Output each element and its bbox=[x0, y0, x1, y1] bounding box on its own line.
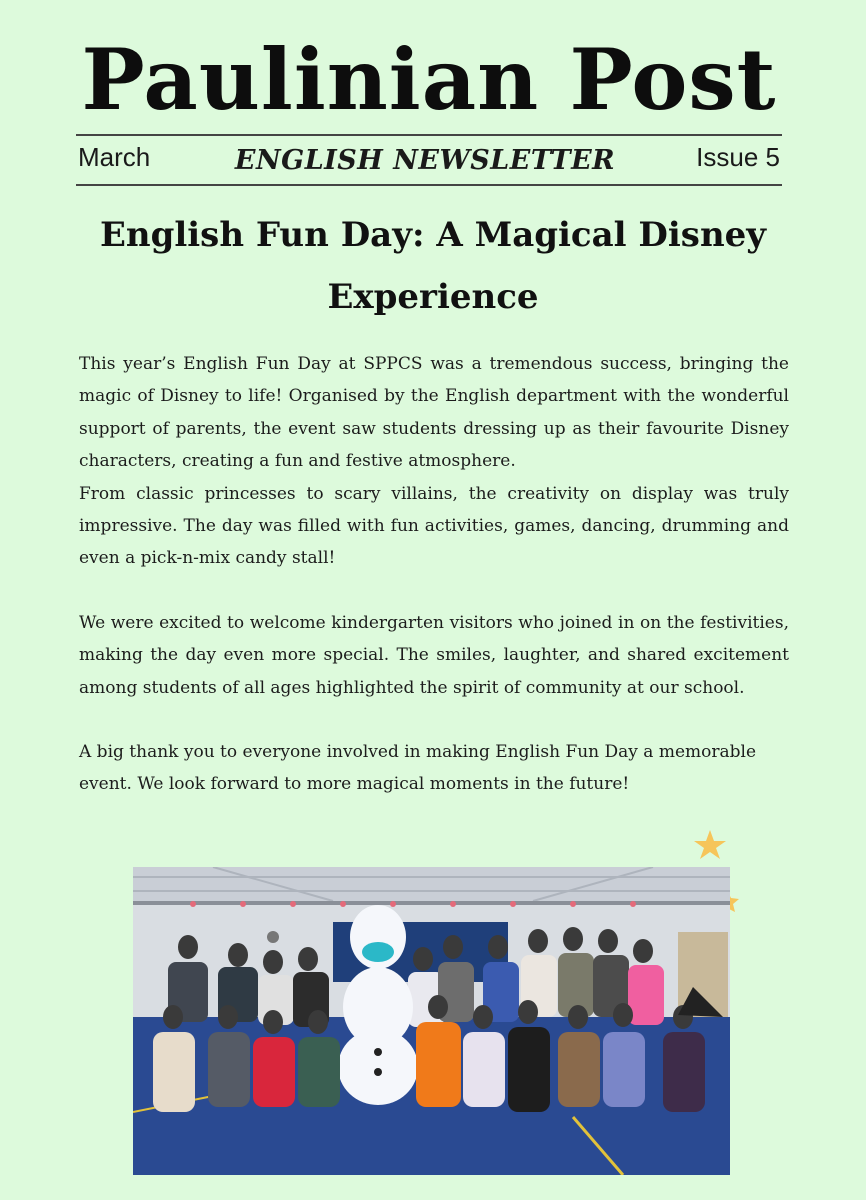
masthead-bottom-rule bbox=[76, 184, 782, 186]
star-icon bbox=[694, 830, 726, 859]
issue-month: March bbox=[78, 142, 151, 172]
issue-number: Issue 5 bbox=[696, 142, 780, 172]
article-paragraph-4: A big thank you to everyone involved in making English Fun Day a memorable event. We look forward to more magical moments in the future! bbox=[79, 742, 757, 795]
article-paragraph-2: From classic princesses to scary villains, the creativity on display was truly impressive. The day was filled with fun activities, games, dancing, drumming and even a pick-n-mix candy stall! bbox=[79, 483, 789, 569]
masthead-title: Paulinian Post bbox=[81, 30, 777, 129]
masthead-top-rule bbox=[76, 134, 782, 136]
article-headline: English Fun Day: A Magical Disney Experience bbox=[99, 215, 767, 317]
article-body bbox=[79, 348, 789, 801]
event-group-photo bbox=[133, 867, 730, 1175]
newsletter-section-title: ENGLISH NEWSLETTER bbox=[234, 145, 616, 176]
article-paragraph-1: This year’s English Fun Day at SPPCS was a tremendous success, bringing the magic of Disney to life! Organised by the English department with the wonderful support of parents, the event saw students dressing up as their favourite Disney characters, creating a fun and festive atmosphere. bbox=[79, 354, 789, 472]
article-paragraph-3: We were excited to welcome kindergarten visitors who joined in on the festivities, making the day even more special. The smiles, laughter, and shared excitement among students of all ages highlighted the spirit of community at our school. bbox=[79, 612, 789, 698]
